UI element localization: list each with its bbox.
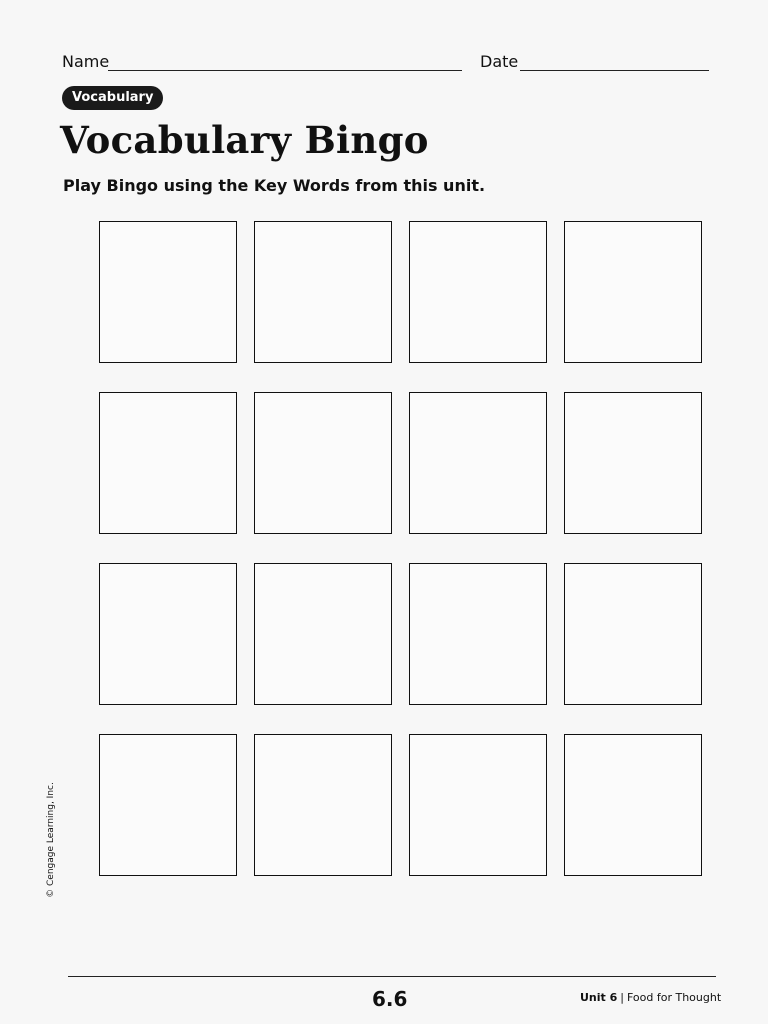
instructions: Play Bingo using the Key Words from this unit. <box>63 176 486 195</box>
date-line[interactable] <box>520 70 709 71</box>
bingo-grid <box>99 221 702 878</box>
bingo-cell[interactable] <box>409 734 547 876</box>
bingo-cell[interactable] <box>99 392 237 534</box>
copyright-notice: © Cengage Learning, Inc. <box>46 782 56 898</box>
bingo-cell[interactable] <box>409 563 547 705</box>
section-badge: Vocabulary <box>62 86 163 110</box>
bingo-cell[interactable] <box>254 392 392 534</box>
name-line[interactable] <box>108 70 462 71</box>
bingo-cell[interactable] <box>99 734 237 876</box>
unit-number: Unit 6 <box>580 991 618 1004</box>
unit-label <box>580 991 721 1004</box>
bingo-cell[interactable] <box>564 563 702 705</box>
bingo-cell[interactable] <box>99 221 237 363</box>
footer-divider <box>68 976 716 977</box>
bingo-cell[interactable] <box>99 563 237 705</box>
bingo-cell[interactable] <box>254 221 392 363</box>
date-label: Date <box>480 52 519 71</box>
footer-separator: | <box>620 991 624 1004</box>
page-title: Vocabulary Bingo <box>60 118 429 162</box>
bingo-cell[interactable] <box>409 221 547 363</box>
bingo-cell[interactable] <box>564 221 702 363</box>
bingo-cell[interactable] <box>564 392 702 534</box>
unit-title: Food for Thought <box>627 991 722 1004</box>
page-number: 6.6 <box>372 987 408 1011</box>
bingo-cell[interactable] <box>254 563 392 705</box>
bingo-cell[interactable] <box>564 734 702 876</box>
bingo-cell[interactable] <box>254 734 392 876</box>
bingo-cell[interactable] <box>409 392 547 534</box>
name-label: Name <box>62 52 110 71</box>
